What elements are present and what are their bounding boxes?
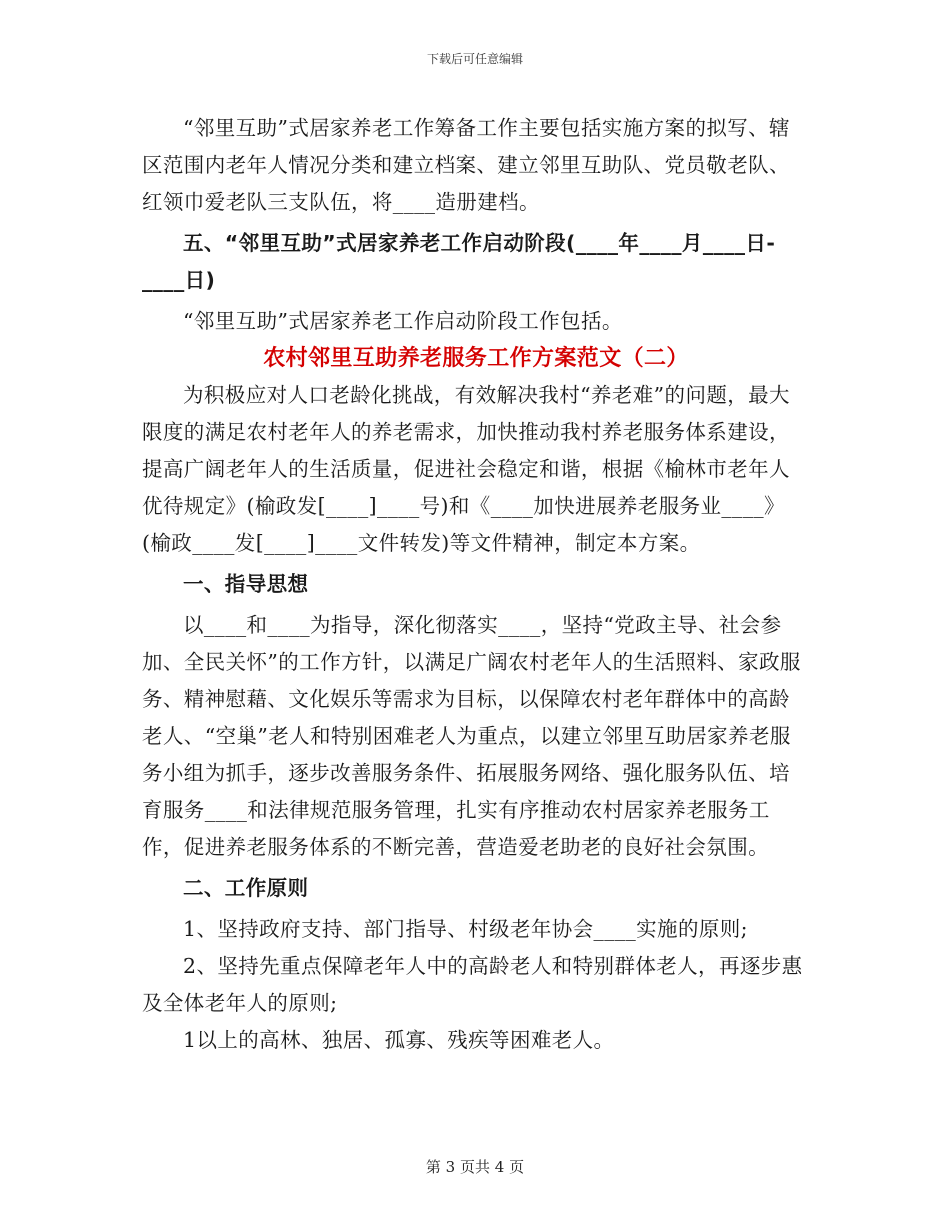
section-heading-2: 二、工作原则	[183, 876, 309, 900]
document-body	[142, 110, 810, 1059]
principle-item-1: 1、坚持政府支持、部门指导、村级老年协会____实施的原则;	[183, 917, 748, 941]
paragraph-startup: “邻里互助”式居家养老工作启动阶段工作包括。	[183, 309, 623, 333]
page-footer: 第 3 页共 4 页	[425, 1158, 525, 1176]
principle-item-2: 2、坚持先重点保障老年人中的高龄老人和特别群体老人，再逐步惠及全体老年人的原则;	[142, 954, 803, 1015]
paragraph-target-elderly: 1以上的高林、独居、孤寡、残疾等困难老人。	[183, 1028, 615, 1052]
section-heading-5: 五、“邻里互助”式居家养老工作启动阶段(____年____月____日-____日)	[142, 231, 776, 292]
section-heading-1: 一、指导思想	[183, 572, 309, 596]
page-header: 下载后可任意编辑	[426, 52, 523, 66]
paragraph-preparation: “邻里互助”式居家养老工作筹备工作主要包括实施方案的拟写、辖区范围内老年人情况分类和建立档案、建立邻里互助队、党员敬老队、红领巾爱老队三支队伍，将____造册建档。	[142, 116, 790, 214]
paragraph-guiding-ideology: 以____和____为指导，深化彻落实____，坚持“党政主导、社会参加、全民关怀”的工作方针，以满足广阔农村老年人的生活照料、家政服务、精神慰藉、文化娱乐等需求为目标，以保障农村老年群体中的高龄老人、“空巢”老人和特别困难老人为重点，以建立邻里互助居家养老服务小组为抓手，逐步改善服务条件、拓展服务网络、强化服务队伍、培育服务____和法律规范服务管理，扎实有序推动农村居家养老服务工作，促进养老服务体系的不断完善，营造爱老助老的良好社会氛围。	[142, 613, 801, 859]
document-title: 农村邻里互助养老服务工作方案范文（二）	[263, 346, 689, 371]
paragraph-intro: 为积极应对人口老龄化挑战，有效解决我村“养老难”的问题，最大限度的满足农村老年人的养老需求，加快推动我村养老服务体系建设，提高广阔老年人的生活质量，促进社会稳定和谐，根据《榆林市老年人优待规定》(榆政发[____]____号)和《____加快进展养老服务业____》(榆政____发[____]____文件转发)等文件精神，制定本方案。	[142, 383, 790, 555]
